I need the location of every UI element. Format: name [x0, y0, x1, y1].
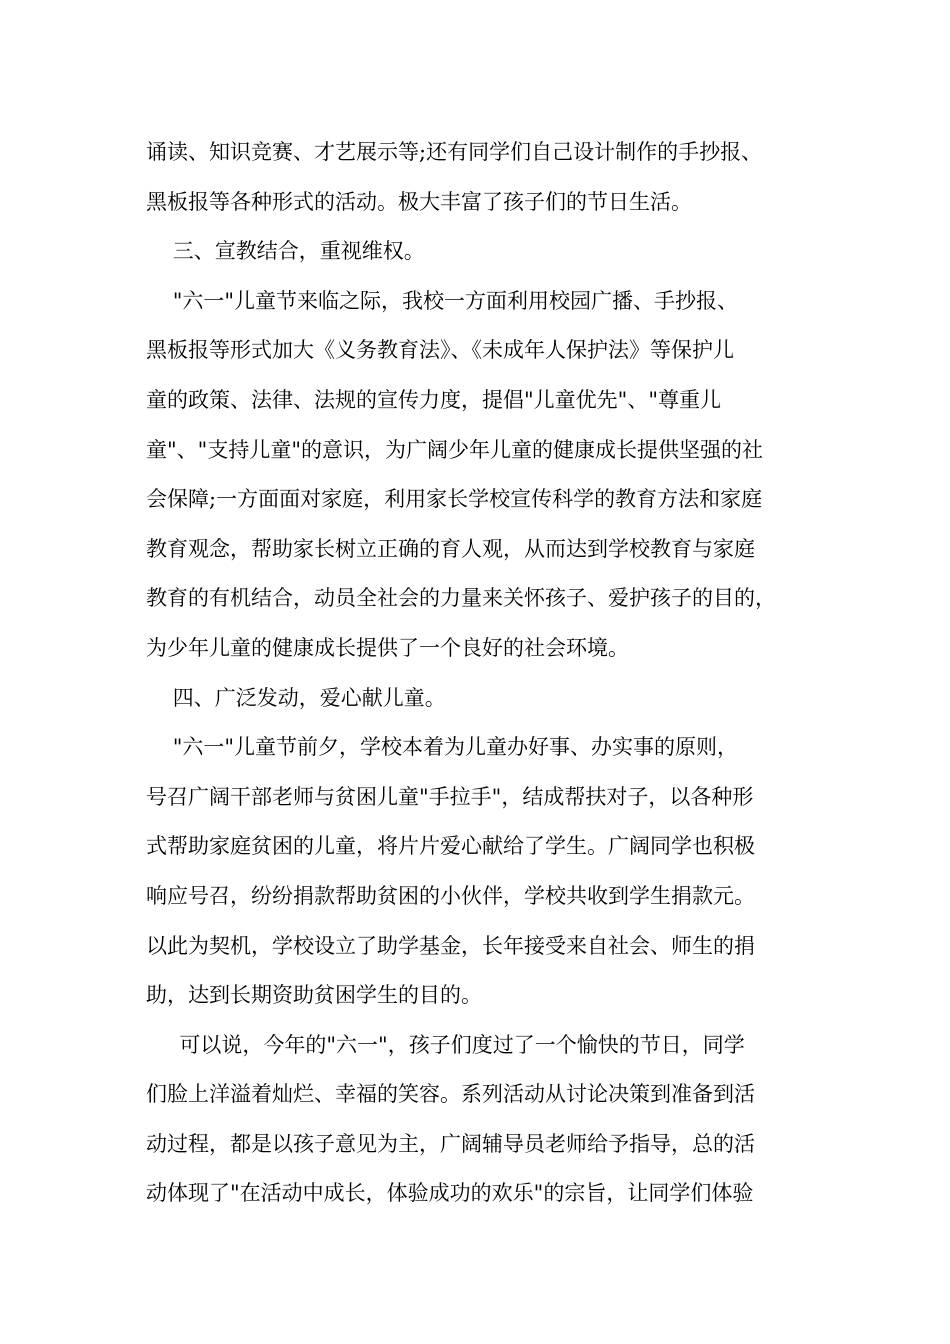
text-line: 童的政策、法律、法规的宣传力度，提倡"儿童优先"、"尊重儿	[146, 387, 721, 412]
text-line: 可以说，今年的"六一"，孩子们度过了一个愉快的节日，同学	[146, 1032, 745, 1057]
text-line: 助，达到长期资助贫困学生的目的。	[146, 983, 482, 1008]
text-line: 诵读、知识竞赛、才艺展示等;还有同学们自己设计制作的手抄报、	[146, 140, 763, 164]
text-line: 号召广阔干部老师与贫困儿童"手拉手"，结成帮扶对子，以各种形	[146, 784, 754, 809]
text-line: 响应号召，纷纷捐款帮助贫困的小伙伴，学校共收到学生捐款元。	[146, 883, 755, 908]
text-line: 动体现了"在活动中成长，体验成功的欢乐"的宗旨，让同学们体验	[146, 1181, 754, 1206]
text-line: 教育观念，帮助家长树立正确的育人观，从而达到学校教育与家庭	[146, 536, 755, 561]
text-line: 为少年儿童的健康成长提供了一个良好的社会环境。	[146, 635, 629, 660]
text-line: 童"、"支持儿童"的意识，为广阔少年儿童的健康成长提供坚强的社	[146, 437, 763, 462]
text-line: 黑板报等形式加大《义务教育法》、《未成年人保护法》等保护儿	[146, 338, 734, 363]
section-heading: 四、广泛发动，爱心献儿童。	[146, 685, 446, 710]
text-line: "六一"儿童节来临之际，我校一方面利用校园广播、手抄报、	[146, 288, 739, 313]
text-line: "六一"儿童节前夕，学校本着为儿童办好事、办实事的原则，	[146, 735, 739, 760]
text-line: 以此为契机，学校设立了助学基金，长年接受来自社会、师生的捐	[146, 933, 755, 958]
text-line: 黑板报等各种形式的活动。极大丰富了孩子们的节日生活。	[146, 189, 692, 214]
text-line: 动过程，都是以孩子意见为主，广阔辅导员老师给予指导，总的活	[146, 1131, 755, 1156]
section-heading: 三、宣教结合，重视维权。	[146, 239, 425, 264]
document-body-text	[146, 128, 826, 1219]
text-line: 教育的有机结合，动员全社会的力量来关怀孩子、爱护孩子的目的，	[146, 586, 776, 611]
text-line: 会保障;一方面面对家庭，利用家长学校宣传科学的教育方法和家庭	[146, 487, 763, 512]
text-line: 们脸上洋溢着灿烂、幸福的笑容。系列活动从讨论决策到准备到活	[146, 1082, 755, 1107]
text-line: 式帮助家庭贫困的儿童，将片片爱心献给了学生。广阔同学也积极	[146, 834, 755, 859]
